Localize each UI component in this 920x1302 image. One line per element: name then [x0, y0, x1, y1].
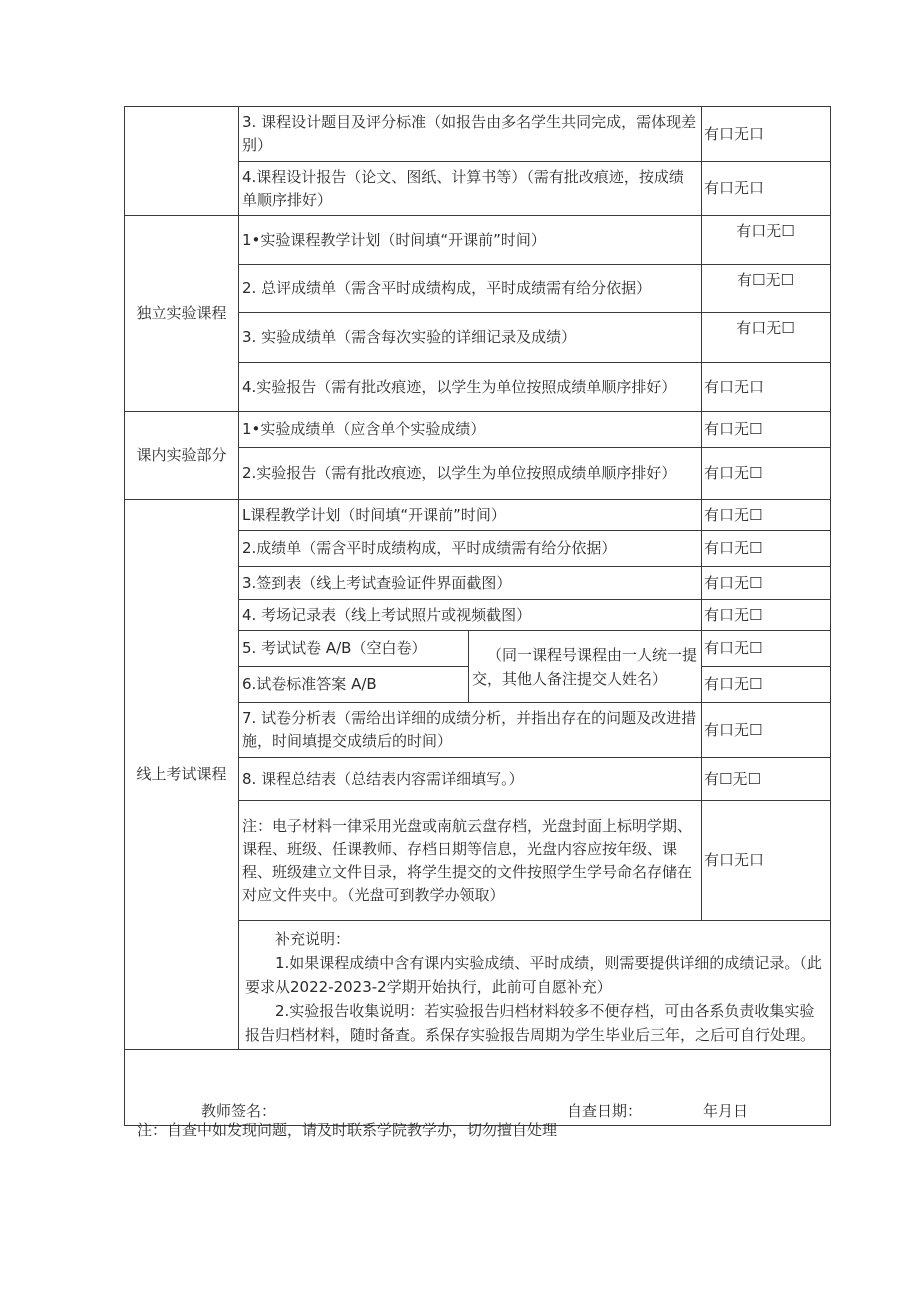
note-cell: 注：电子材料一律采用光盘或南航云盘存档，光盘封面上标明学期、课程、班级、任课教师、存档日期等信息，光盘内容应按年级、课程、班级建立文件目录，将学生提交的文件按照学生学号命名存储在对应文件夹中。（光盘可到教学办领取）: [239, 801, 702, 921]
supplement-item: 1.如果课程成绩中含有课内实验成绩、平时成绩，则需要提供详细的成绩记录。（此要求从2022-2023-2学期开始执行，此前可自愿补充）: [245, 954, 822, 996]
checkbox-cell[interactable]: 有口无☐: [702, 531, 831, 567]
checkbox-cell[interactable]: 有☐无☐: [702, 265, 831, 313]
table-row: [125, 216, 831, 265]
date-format: 年月日: [703, 1102, 749, 1120]
checkbox-cell[interactable]: 有口无☐: [702, 216, 831, 265]
checkbox-cell[interactable]: 有☐无☐: [702, 758, 831, 801]
merged-note-cell: （同一课程号课程由一人统一提交，其他人备注提交人姓名）: [469, 631, 702, 703]
checkbox-cell[interactable]: 有口无☐: [702, 567, 831, 600]
checkbox-cell[interactable]: 有口无口: [702, 162, 831, 216]
item-cell: 1•实验成绩单（应含单个实验成绩）: [239, 412, 702, 448]
item-cell: 3. 课程设计题目及评分标准（如报告由多名学生共同完成，需体现差别）: [239, 107, 702, 162]
item-cell: 3. 实验成绩单（需含每次实验的详细记录及成绩）: [239, 313, 702, 363]
checkbox-cell[interactable]: 有口无☐: [702, 631, 831, 667]
checkbox-cell[interactable]: 有口无☐: [702, 412, 831, 448]
checkbox-cell[interactable]: 有口无☐: [702, 667, 831, 703]
item-cell: 1•实验课程教学计划（时间填“开课前”时间）: [239, 216, 702, 265]
checkbox-cell[interactable]: 有口无口: [702, 801, 831, 921]
item-cell: 2. 总评成绩单（需含平时成绩构成，平时成绩需有给分依据）: [239, 265, 702, 313]
checkbox-cell[interactable]: 有口无☐: [702, 500, 831, 531]
category-online-exam: 线上考试课程: [125, 500, 239, 1050]
check-date-label[interactable]: 自查日期：: [567, 1102, 643, 1120]
item-cell: L课程教学计划（时间填“开课前”时间）: [239, 500, 702, 531]
checkbox-cell[interactable]: 有口无☐: [702, 703, 831, 758]
checkbox-cell[interactable]: 有口无☐: [702, 313, 831, 363]
item-cell: 2.成绩单（需含平时成绩构成，平时成绩需有给分依据）: [239, 531, 702, 567]
checkbox-cell[interactable]: 有口无☐: [702, 600, 831, 631]
checkbox-cell[interactable]: 有口无口: [702, 363, 831, 412]
item-cell: 8. 课程总结表（总结表内容需详细填写。）: [239, 758, 702, 801]
checkbox-cell[interactable]: 有口无☐: [702, 448, 831, 500]
self-check-table: [124, 106, 831, 1126]
category-cell-course-design: [125, 107, 239, 216]
checkbox-cell[interactable]: 有口无口: [702, 107, 831, 162]
supplement-title: 补充说明：: [275, 930, 351, 948]
item-cell: 4. 考场记录表（线上考试照片或视频截图）: [239, 600, 702, 631]
item-cell: 6.试卷标准答案 A/B: [239, 667, 469, 703]
item-cell: 5. 考试试卷 A/B（空白卷）: [239, 631, 469, 667]
item-cell: 7. 试卷分析表（需给出详细的成绩分析，并指出存在的问题及改进措施，时间填提交成绩后的时间）: [239, 703, 702, 758]
teacher-signature-label[interactable]: 教师签名：: [201, 1102, 277, 1120]
table-row: [125, 107, 831, 162]
supplement-cell: [239, 921, 831, 1050]
supplement-item: 2.实验报告收集说明：若实验报告归档材料较多不便存档，可由各系负责收集实验报告归档材料，随时备查。系保存实验报告周期为学生毕业后三年，之后可自行处理。: [245, 1002, 816, 1044]
table-row: [125, 500, 831, 531]
footnote: 注：自查中如发现问题，请及时联系学院教学办，切勿擅自处理: [137, 1121, 558, 1139]
item-cell: 4.实验报告（需有批改痕迹，以学生为单位按照成绩单顺序排好）: [239, 363, 702, 412]
table-row: [125, 1050, 831, 1126]
category-in-course-lab: 课内实验部分: [125, 412, 239, 500]
category-independent-lab: 独立实验课程: [125, 216, 239, 412]
item-cell: 4.课程设计报告（论文、图纸、计算书等）（需有批改痕迹，按成绩单顺序排好）: [239, 162, 702, 216]
item-cell: 3.签到表（线上考试查验证件界面截图）: [239, 567, 702, 600]
signature-cell: [125, 1050, 831, 1126]
table-row: [125, 412, 831, 448]
item-cell: 2.实验报告（需有批改痕迹，以学生为单位按照成绩单顺序排好）: [239, 448, 702, 500]
